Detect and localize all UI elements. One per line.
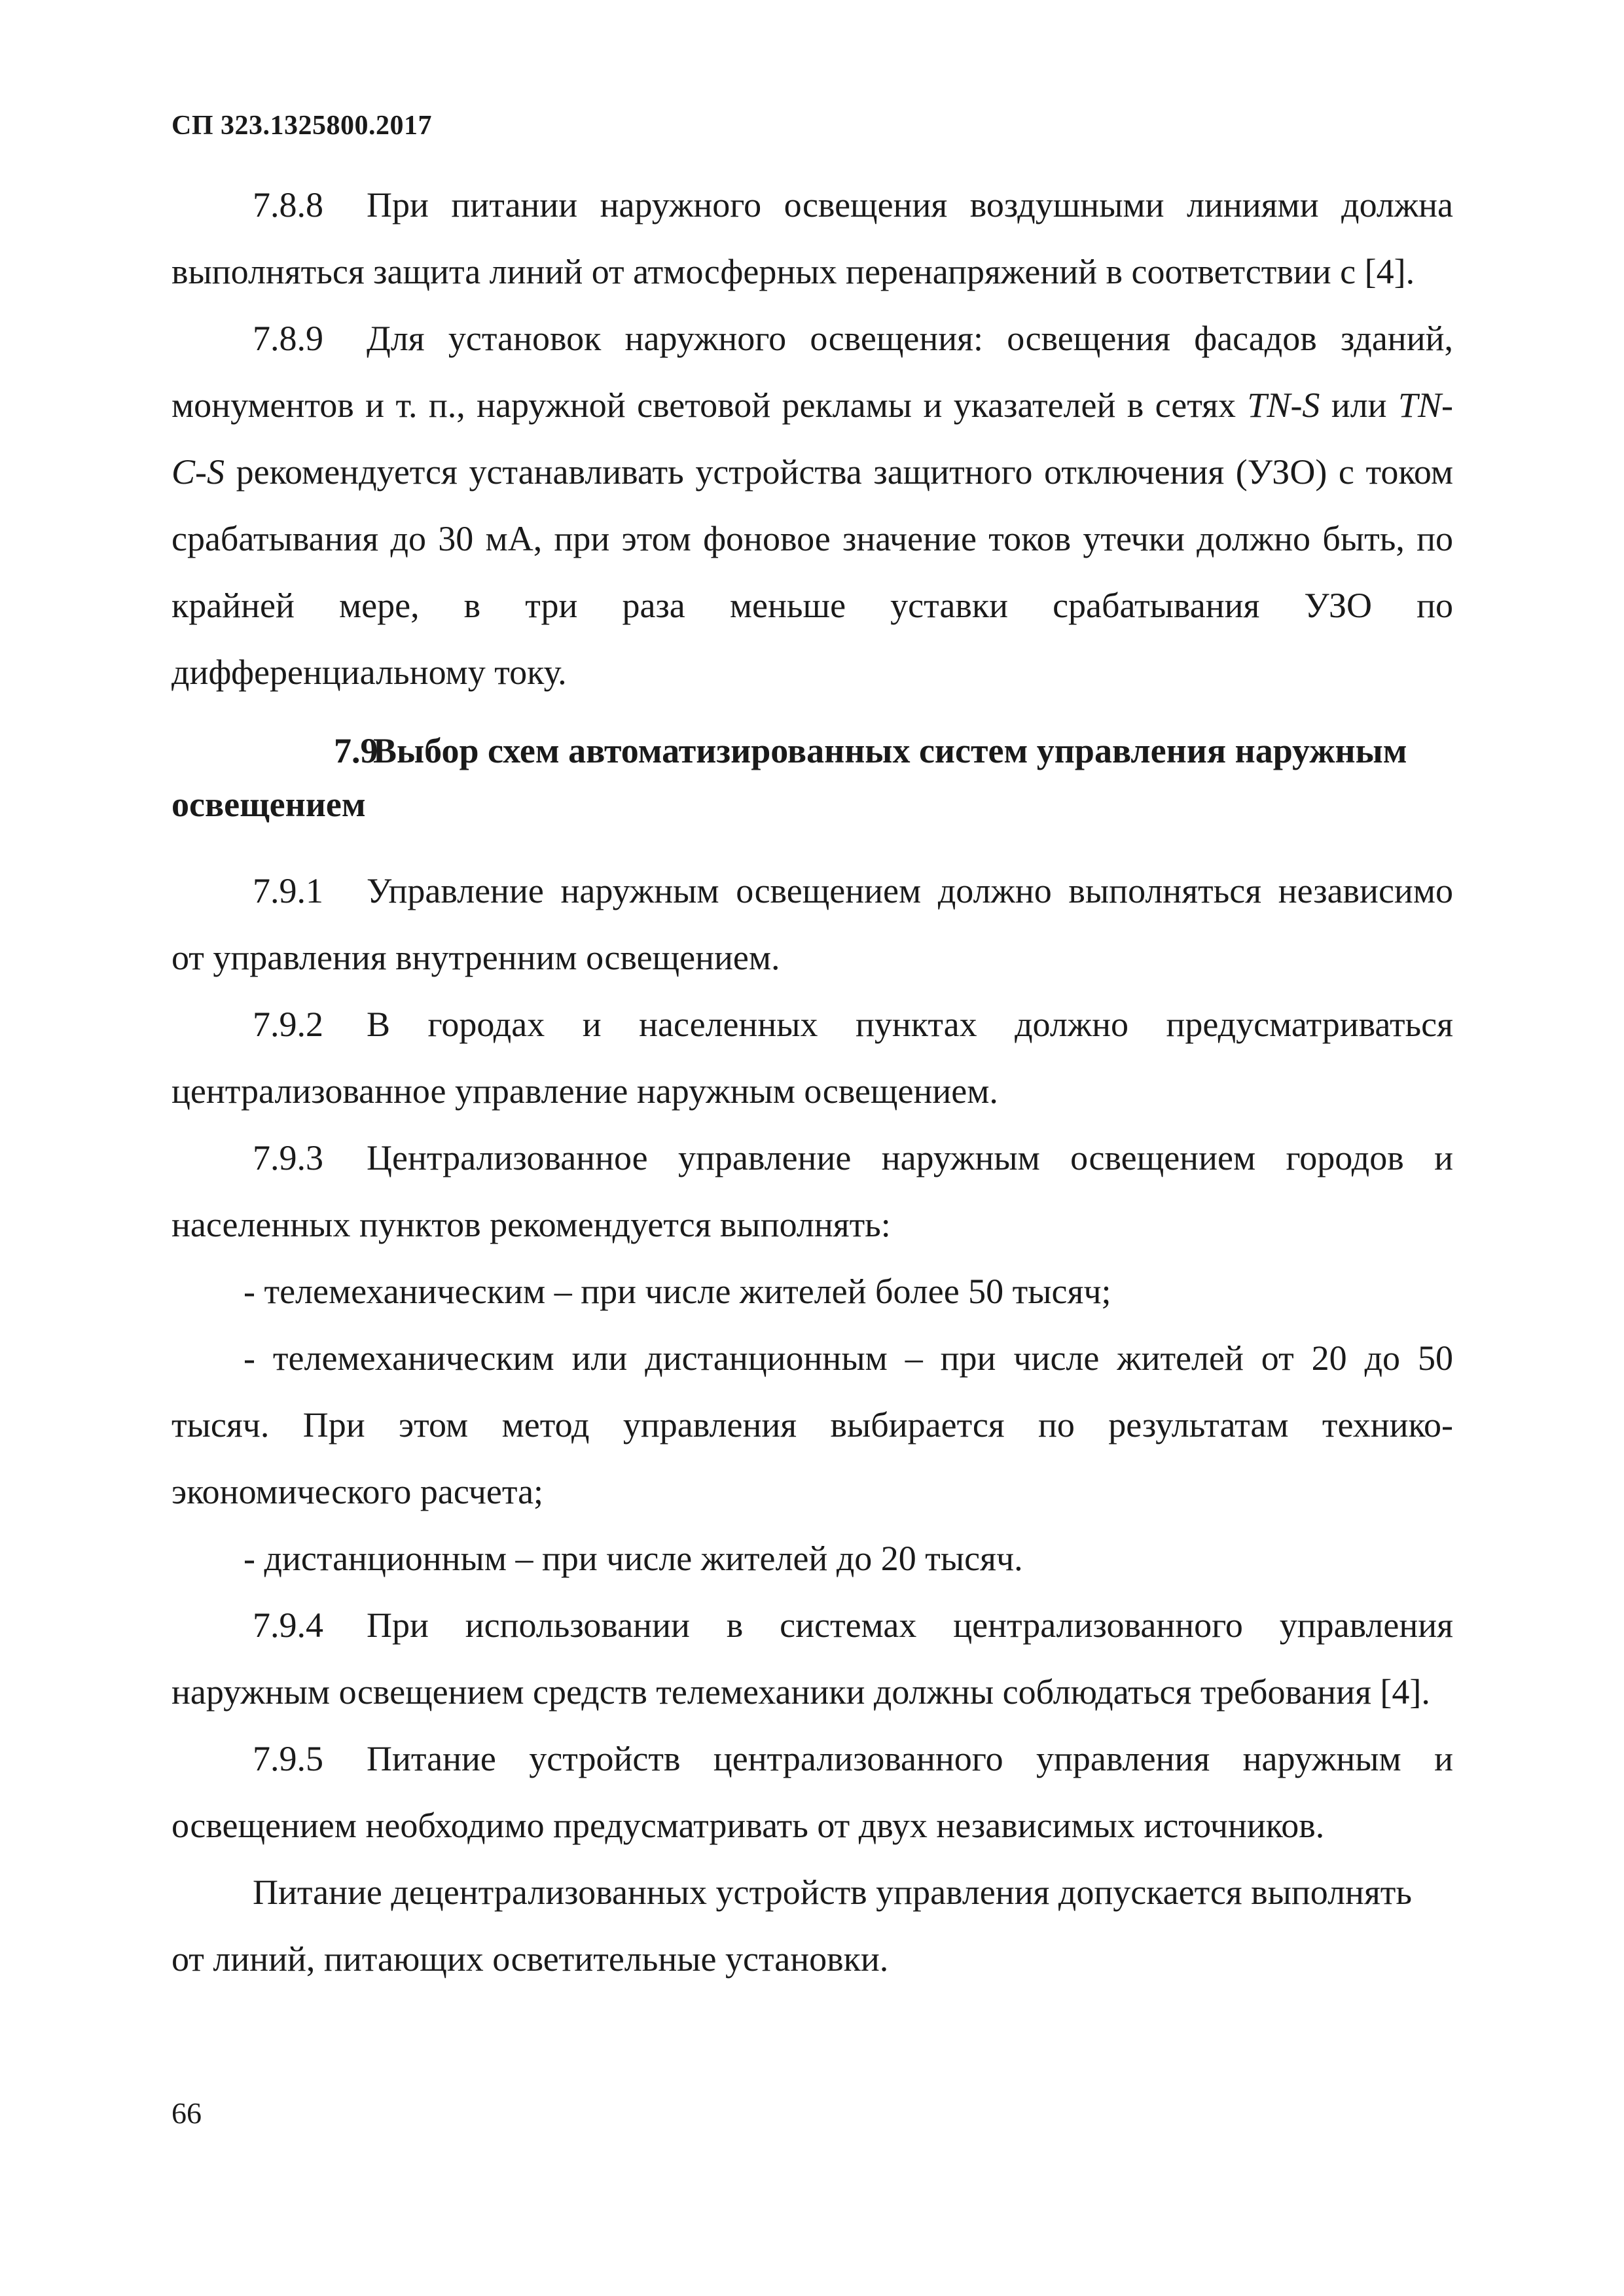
clause-7-9-5-continuation: Питание децентрализованных устройств управления допускается выполнять от линий, питающих осветительные установки. (171, 1873, 1413, 1979)
section-heading-7-9 (171, 724, 1453, 831)
network-type: TN-S (1247, 386, 1320, 425)
clause-text: Для установок наружного освещения: освещения фасадов зданий, монументов и т. п., наружной световой рекламы и указателей в сетях (171, 319, 1453, 425)
network-type: TN-C-S (171, 386, 1453, 492)
document-body (171, 171, 1453, 1992)
section-title: Выбор схем автоматизированных систем управления наружным освещением (171, 731, 1407, 824)
clause-text: рекомендуется устанавливать устройства защитного отключения (УЗО) с током срабатывания до 30 мА, при этом фоновое значение токов утечки должно быть, по крайней мере, в три раза меньше уставки срабатывания УЗО по дифференциальному току. (171, 452, 1453, 692)
page-number: 66 (171, 2096, 202, 2130)
clause-number: 7.8.9 (253, 319, 323, 358)
clause-text: или (1320, 386, 1398, 425)
list-item: - дистанционным – при числе жителей до 20 тысяч. (244, 1539, 1023, 1578)
clause-7-8-9 (171, 305, 1453, 706)
clause-text: Управление наружным освещением должно выполняться независимо от управления внутренним освещением. (171, 871, 1453, 977)
clause-7-9-1 (171, 857, 1453, 991)
list-item: - телемеханическим или дистанционным – при числе жителей от 20 до 50 тысяч. При этом метод управления выбирается по результатам технико-экономического расчета; (171, 1338, 1453, 1511)
clause-number: 7.9.2 (253, 1005, 323, 1044)
clause-number: 7.9.1 (253, 871, 323, 910)
clause-number: 7.9.5 (253, 1739, 323, 1778)
clause-text: В городах и населенных пунктах должно предусматриваться централизованное управление наружным освещением. (171, 1005, 1453, 1111)
clause-text: Питание устройств централизованного управления наружным и освещением необходимо предусматривать от двух независимых источников. (171, 1739, 1453, 1845)
list-item: - телемеханическим – при числе жителей более 50 тысяч; (244, 1272, 1111, 1311)
section-number: 7.9 (334, 731, 378, 770)
standard-code: СП 323.1325800.2017 (171, 111, 432, 141)
clause-number: 7.9.4 (253, 1605, 323, 1645)
clause-7-8-8 (171, 171, 1453, 305)
clause-7-9-3 (171, 1124, 1453, 1258)
clause-7-9-4 (171, 1592, 1453, 1725)
clause-7-9-2 (171, 991, 1453, 1124)
clause-text: Централизованное управление наружным освещением городов и населенных пунктов рекомендуется выполнять: (171, 1138, 1453, 1244)
clause-text: При питании наружного освещения воздушными линиями должна выполняться защита линий от атмосферных перенапряжений в соответствии с [4]. (171, 185, 1453, 291)
clause-7-9-5 (171, 1725, 1453, 1859)
clause-text: При использовании в системах централизованного управления наружным освещением средств телемеханики должны соблюдаться требования [4]. (171, 1605, 1453, 1712)
clause-number: 7.9.3 (253, 1138, 323, 1177)
clause-number: 7.8.8 (253, 185, 323, 224)
